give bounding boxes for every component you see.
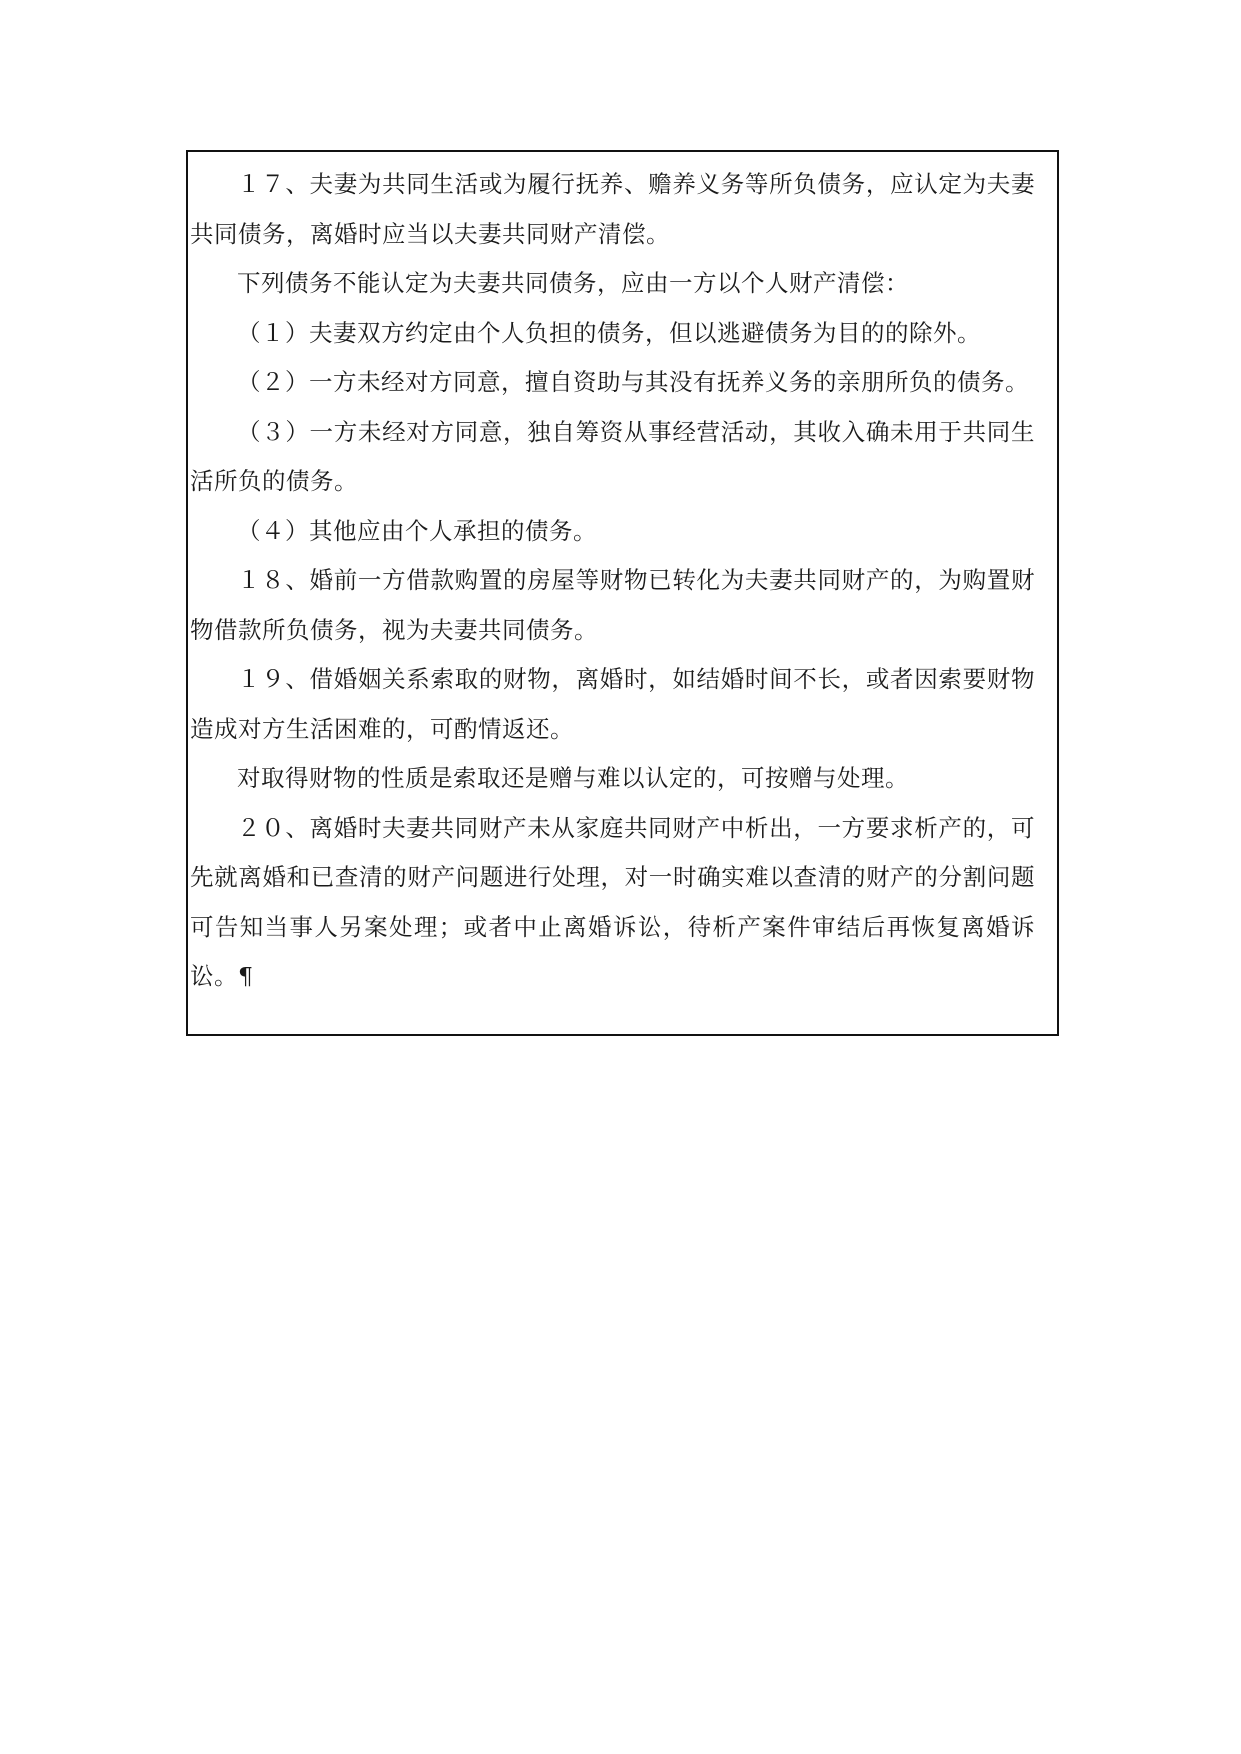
- bordered-text-box: [186, 150, 1059, 1036]
- paragraph-article-17: １７、夫妻为共同生活或为履行抚养、赡养义务等所负债务，应认定为夫妻共同债务，离婚时应当以夫妻共同财产清偿。: [190, 170, 1035, 248]
- paragraph-non-joint-debts-intro: 下列债务不能认定为夫妻共同债务，应由一方以个人财产清偿：: [237, 269, 909, 297]
- paragraph-item-2: （２）一方未经对方同意，擅自资助与其没有抚养义务的亲朋所负的债务。: [237, 368, 1029, 396]
- paragraph-gift-treatment: 对取得财物的性质是索取还是赠与难以认定的，可按赠与处理。: [237, 764, 909, 792]
- paragraph-item-4: （４）其他应由个人承担的债务。: [237, 516, 597, 545]
- paragraph-item-1: （１）夫妻双方约定由个人负担的债务，但以逃避债务为目的的除外。: [237, 318, 981, 347]
- paragraph-article-18: １８、婚前一方借款购置的房屋等财物已转化为夫妻共同财产的，为购置财物借款所负债务，视为夫妻共同债务。: [190, 566, 1035, 644]
- paragraph-article-19: １９、借婚姻关系索取的财物，离婚时，如结婚时间不长，或者因索要财物造成对方生活困难的，可酌情返还。: [190, 665, 1035, 743]
- paragraph-article-20: ２０、离婚时夫妻共同财产未从家庭共同财产中析出，一方要求析产的，可先就离婚和已查清的财产问题进行处理，对一时确实难以查清的财产的分割问题可告知当事人另案处理；或者中止离婚诉讼，待析产案件审结后再恢复离婚诉讼。¶: [190, 813, 1035, 990]
- paragraph-item-3: （３）一方未经对方同意，独自筹资从事经营活动，其收入确未用于共同生活所负的债务。: [190, 417, 1035, 495]
